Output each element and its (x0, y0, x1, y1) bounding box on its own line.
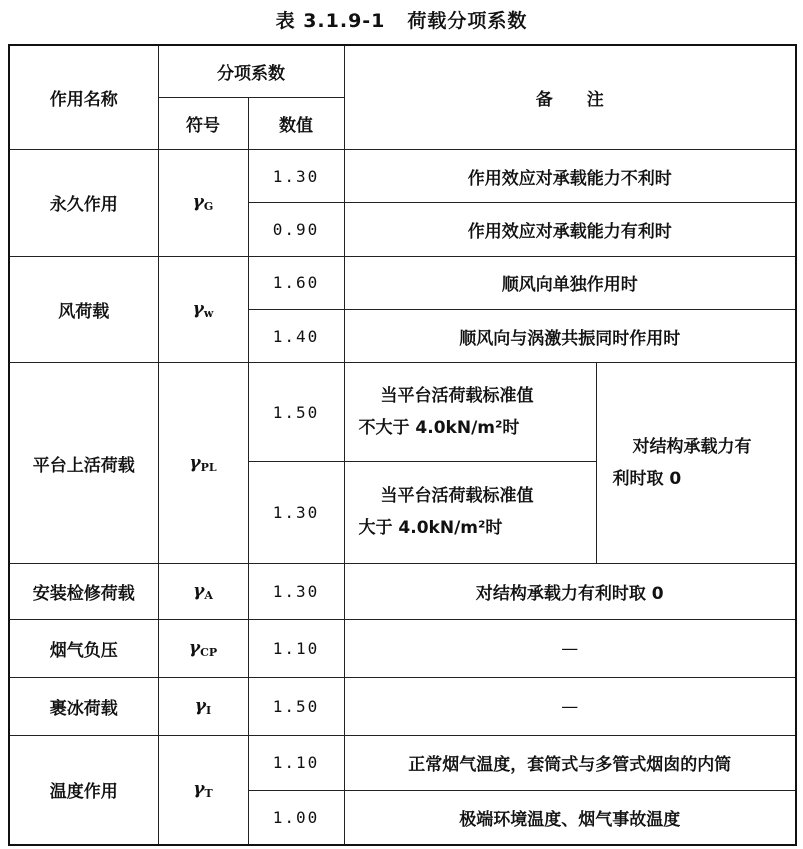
value-cell: 1.30 (248, 462, 344, 564)
remark-cell: 作用效应对承载能力不利时 (344, 150, 796, 203)
remark-line: 当平台活荷载标准值 (380, 486, 534, 507)
remark-line: 利时取 0 (612, 469, 682, 490)
remark-line: 不大于 4.0kN/m²时 (358, 418, 520, 439)
symbol-gamma-t: $\gamma_T$ (158, 735, 248, 845)
value-cell: 1.30 (248, 150, 344, 203)
row-name-temp: 温度作用 (9, 735, 158, 845)
remark-line: 大于 4.0kN/m²时 (358, 518, 503, 539)
symbol-gamma-g: $\gamma_G$ (158, 150, 248, 257)
value-cell: 1.00 (248, 791, 344, 845)
remark-cell: 顺风向单独作用时 (344, 256, 796, 309)
remark-cell: 正常烟气温度，套筒式与多管式烟囱的内筒 (344, 735, 796, 790)
value-cell: 1.50 (248, 678, 344, 735)
row-name-flue: 烟气负压 (9, 620, 158, 678)
remark-line: 当平台活荷载标准值 (380, 385, 534, 406)
remark-shared-cell (596, 363, 796, 563)
remark-cell (344, 462, 596, 564)
row-name-ice: 裹冰荷载 (9, 678, 158, 735)
remark-cell: 顺风向与涡激共振同时作用时 (344, 310, 796, 363)
table-number: 表 3.1.9-1 (275, 10, 386, 32)
header-action-name: 作用名称 (9, 45, 158, 150)
header-symbol: 符号 (158, 97, 248, 149)
symbol-gamma-a: $\gamma_A$ (158, 563, 248, 619)
remark-cell: 对结构承载力有利时取 0 (344, 563, 796, 619)
value-cell: 1.10 (248, 620, 344, 678)
header-remark: 备 注 (344, 45, 796, 150)
row-name-permanent: 永久作用 (9, 150, 158, 257)
symbol-gamma-pl: $\gamma_{PL}$ (158, 363, 248, 563)
value-cell: 1.40 (248, 310, 344, 363)
remark-cell (344, 363, 596, 462)
value-cell: 1.30 (248, 563, 344, 619)
remark-cell: 极端环境温度、烟气事故温度 (344, 791, 796, 845)
remark-cell: 作用效应对承载能力有利时 (344, 203, 796, 256)
symbol-gamma-i: $\gamma_I$ (158, 678, 248, 735)
header-value: 数值 (248, 97, 344, 149)
remark-cell: — (344, 620, 796, 678)
row-name-wind: 风荷载 (9, 256, 158, 363)
value-cell: 1.50 (248, 363, 344, 462)
row-name-platform: 平台上活荷载 (9, 363, 158, 563)
value-cell: 1.10 (248, 735, 344, 790)
remark-line: 对结构承载力有 (632, 436, 752, 457)
row-name-install: 安装检修荷载 (9, 563, 158, 619)
value-cell: 0.90 (248, 203, 344, 256)
remark-cell: — (344, 678, 796, 735)
symbol-gamma-w: $\gamma_w$ (158, 256, 248, 363)
header-coef-group: 分项系数 (158, 45, 344, 97)
table-name: 荷载分项系数 (407, 10, 528, 32)
table-title (0, 6, 803, 33)
load-factor-table (8, 44, 797, 846)
symbol-gamma-cp: $\gamma_{CP}$ (158, 620, 248, 678)
value-cell: 1.60 (248, 256, 344, 309)
